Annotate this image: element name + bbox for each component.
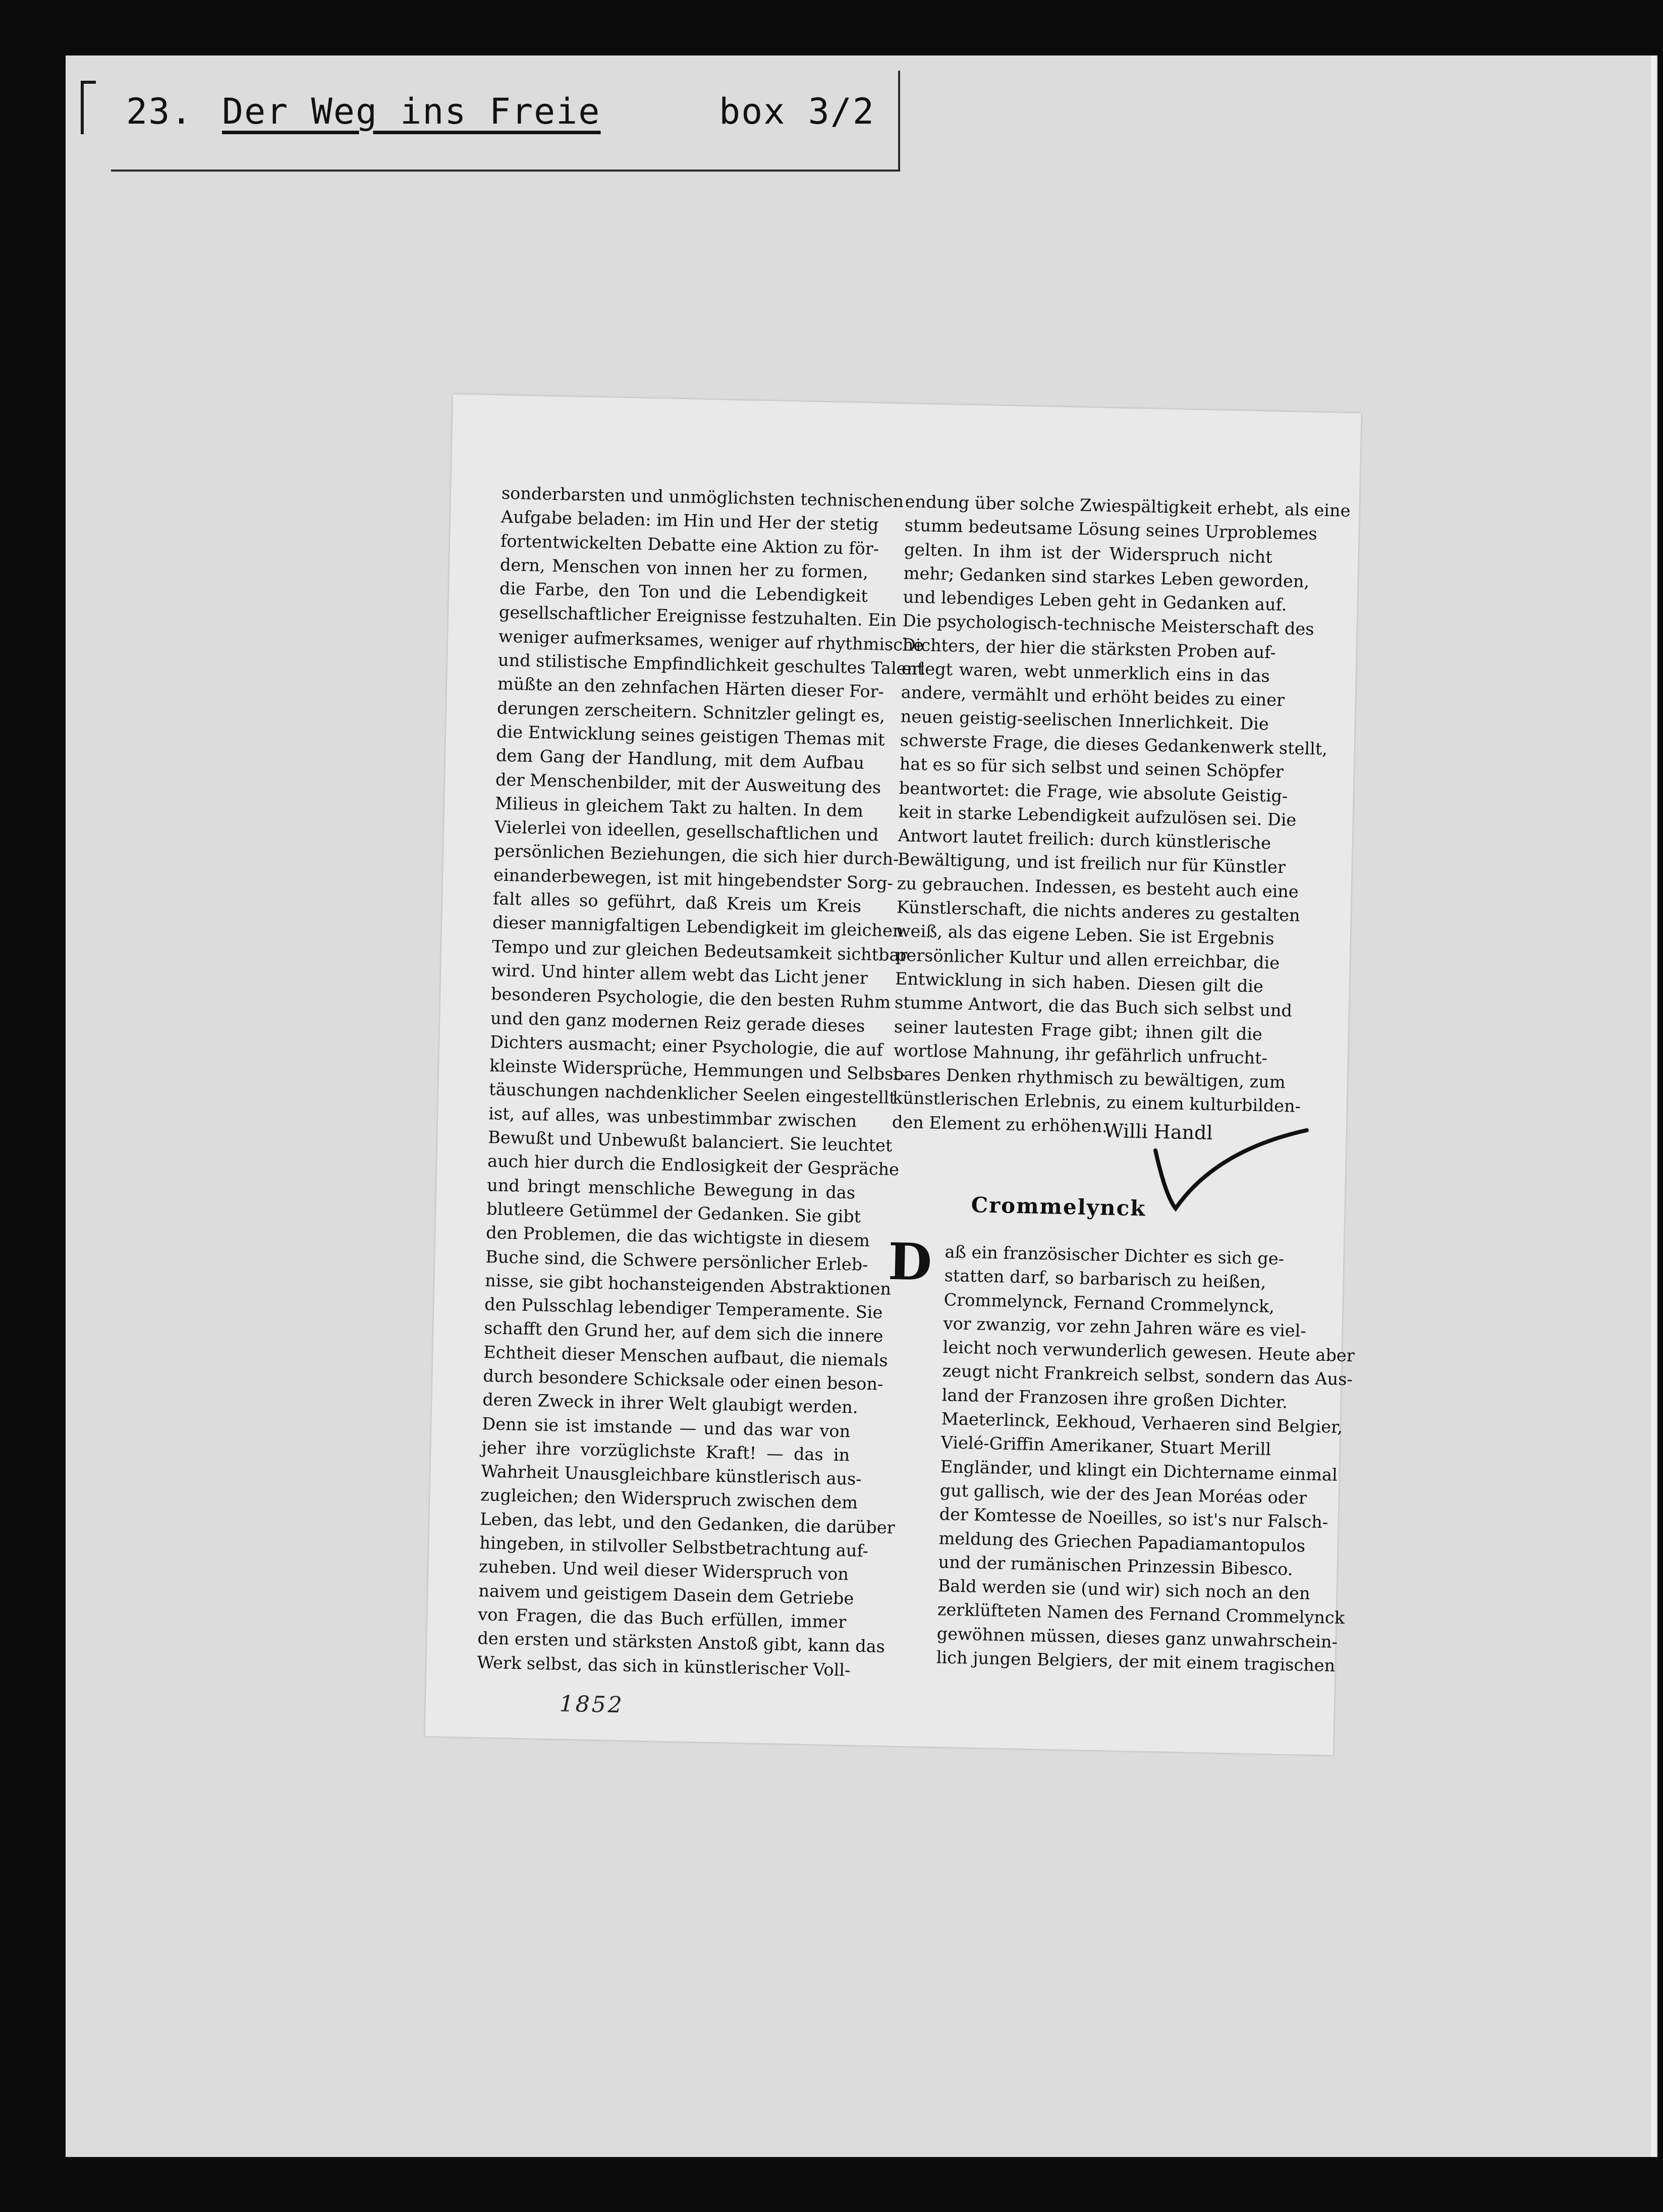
text-line: wortlose Mahnung, ihr gefährlich unfrucht- — [893, 1040, 1268, 1068]
text-line: Antwort lautet freilich: durch künstlerische — [898, 825, 1271, 853]
text-line: Milieus in gleichem Takt zu halten. In dem — [494, 793, 864, 821]
text-line: endung über solche Zwiespältigkeit erhebt, als eine — [905, 491, 1351, 521]
text-line: Entwicklung in sich haben. Diesen gilt die — [895, 968, 1264, 997]
text-line: kleinste Widersprüche, Hemmungen und Selbst- — [489, 1056, 906, 1084]
text-line: Leben, das lebt, und den Gedanken, die darüber — [479, 1509, 896, 1538]
text-line: Maeterlinck, Eekhoud, Verhaeren sind Belgier, — [941, 1409, 1343, 1437]
mount-edge — [1651, 56, 1656, 2157]
text-line: auch hier durch die Endlosigkeit der Gespräche — [487, 1151, 900, 1180]
text-line: gewöhnen müssen, dieses ganz unwahrschein- — [936, 1623, 1338, 1652]
text-line: stumm bedeutsame Lösung seines Urproblemes — [904, 515, 1317, 544]
text-line: ist, auf alles, was unbestimmbar zwischen — [488, 1103, 857, 1131]
text-line: einanderbewegen, ist mit hingebendster Sorg- — [493, 865, 894, 893]
header-rule — [111, 170, 898, 172]
second-article-heading: Crommelynck — [971, 1192, 1146, 1221]
text-line: dieser mannigfaltigen Lebendigkeit im gleichen — [492, 912, 904, 941]
text-line: Wahrheit Unausgleichbare künstlerisch aus- — [480, 1461, 862, 1489]
text-line: und bringt menschliche Bewegung in das — [486, 1175, 856, 1203]
text-line: derungen zerscheitern. Schnitzler gelingt es, — [496, 698, 885, 726]
text-line: persönlichen Beziehungen, die sich hier durch- — [493, 841, 899, 869]
text-line: land der Franzosen ihre großen Dichter. — [941, 1385, 1288, 1412]
text-line: zugleichen; den Widerspruch zwischen dem — [480, 1485, 858, 1513]
text-line: gelten. In ihm ist der Widerspruch nicht — [904, 539, 1273, 567]
text-line: Buche sind, die Schwere persönlicher Erleb- — [485, 1246, 868, 1275]
text-line: aß ein französischer Dichter es sich ge- — [945, 1242, 1285, 1269]
text-line: zu gebrauchen. Indessen, es besteht auch eine — [897, 873, 1299, 902]
text-line: leicht noch verwunderlich gewesen. Heute aber — [943, 1337, 1355, 1366]
author-signature: Willi Handl — [1103, 1119, 1213, 1144]
text-line: weniger aufmerksames, weniger auf rhythmische — [498, 626, 924, 655]
text-line: persönlicher Kultur und allen erreichbar, die — [895, 945, 1280, 973]
text-line: fortentwickelten Debatte eine Aktion zu för- — [500, 531, 879, 559]
text-line: bares Denken rhythmisch zu bewältigen, zum — [893, 1064, 1286, 1092]
text-line: Künstlerschaft, die nichts anderes zu gestalten — [896, 897, 1300, 925]
text-line: hingeben, in stilvoller Selbstbetrachtung auf- — [479, 1533, 869, 1561]
text-line: schwerste Frage, die dieses Gedankenwerk stellt, — [900, 730, 1328, 759]
text-line: Bewußt und Unbewußt balanciert. Sie leuchtet — [487, 1127, 893, 1156]
text-line: nisse, sie gibt hochansteigenden Abstraktionen — [484, 1270, 892, 1299]
pencil-check-mark — [1145, 1120, 1312, 1221]
text-line: vor zwanzig, vor zehn Jahren wäre es viel- — [943, 1313, 1307, 1341]
text-line: Tempo und zur gleichen Bedeutsamkeit sichtbar — [491, 936, 908, 965]
text-line: der Menschenbilder, mit der Ausweitung des — [495, 769, 881, 797]
text-line: Bald werden sie (und wir) sich noch an den — [937, 1576, 1310, 1603]
text-line: statten darf, so barbarisch zu heißen, — [944, 1265, 1266, 1292]
text-line: Die psychologisch-technische Meisterschaft des — [902, 611, 1314, 639]
page-number: 1852 — [559, 1691, 625, 1719]
newspaper-clipping — [425, 394, 1361, 1755]
text-line: Vielé-Griffin Amerikaner, Stuart Merill — [940, 1432, 1271, 1460]
text-line: Engländer, und klingt ein Dichtername einmal — [940, 1456, 1338, 1485]
text-line: müßte an den zehnfachen Härten dieser For- — [497, 674, 884, 702]
text-line: schafft den Grund her, auf dem sich die innere — [483, 1318, 883, 1347]
text-line: beantwortet: die Frage, wie absolute Geistig- — [899, 778, 1288, 806]
text-line: die Entwicklung seines geistigen Themas mit — [496, 722, 885, 750]
text-line: und stilistische Empfindlichkeit geschultes Talent — [497, 650, 924, 679]
text-line: und den ganz modernen Reiz gerade dieses — [490, 1008, 865, 1036]
text-line: neuen geistig-seelischen Innerlichkeit. Die — [900, 706, 1269, 734]
text-line: Echtheit dieser Menschen aufbaut, die niemals — [483, 1342, 889, 1370]
text-line: zeugt nicht Frankreich selbst, sondern das Aus- — [942, 1361, 1353, 1390]
text-line: zuheben. Und weil dieser Widerspruch von — [478, 1557, 849, 1584]
text-line: künstlerischen Erlebnis, zu einem kulturbilden- — [892, 1088, 1301, 1117]
text-line: jeher ihre vorzüglichste Kraft! — das in — [481, 1437, 850, 1465]
header-divider — [898, 71, 900, 172]
text-line: stumme Antwort, die das Buch sich selbst und — [894, 992, 1293, 1021]
text-line: der Komtesse de Noeilles, so ist's nur Falsch- — [939, 1504, 1328, 1532]
left-column — [477, 481, 924, 1682]
text-line: gesellschaftlicher Ereignisse festzuhalten. Ein — [498, 602, 897, 631]
text-line: deren Zweck in ihrer Welt glaubigt werden. — [482, 1390, 858, 1417]
text-line: zerklüfteten Namen des Fernand Crommelynck — [937, 1599, 1345, 1628]
corner-mark — [81, 81, 96, 134]
text-line: dern, Menschen von innen her zu formen, — [500, 555, 869, 582]
text-line: dem Gang der Handlung, mit dem Aufbau — [495, 745, 865, 773]
right-column — [892, 489, 1351, 1141]
text-line: Denn sie ist imstande — und das war von — [481, 1413, 851, 1441]
text-line: Dichters ausmacht; einer Psychologie, die auf — [489, 1032, 883, 1060]
text-line: weiß, als das eigene Leben. Sie ist Ergebnis — [896, 921, 1274, 949]
text-line: Bewältigung, und ist freilich nur für Künstler — [897, 849, 1286, 877]
text-line: meldung des Griechen Papadiamantopulos — [938, 1528, 1306, 1556]
text-line: von Fragen, die das Buch erfüllen, immer — [478, 1604, 847, 1632]
text-line: Aufgabe beladen: im Hin und Her der stetig — [501, 507, 879, 535]
text-line: Dichters, der hier die stärksten Proben auf- — [902, 634, 1277, 662]
text-line: Crommelynck, Fernand Crommelynck, — [944, 1289, 1275, 1316]
text-line: den Problemen, die das wichtigste in diesem — [485, 1223, 870, 1251]
text-line: und der rumänischen Prinzessin Bibesco. — [938, 1552, 1293, 1579]
folder-number: 23. — [126, 91, 193, 132]
text-line: wird. Und hinter allem webt das Licht jener — [491, 960, 868, 988]
text-line: andere, vermählt und erhöht beides zu einer — [901, 682, 1285, 710]
drop-cap: D — [888, 1231, 933, 1292]
text-line: die Farbe, den Ton und die Lebendigkeit — [499, 578, 868, 606]
text-line: keit in starke Lebendigkeit aufzulösen sei. Die — [898, 801, 1297, 830]
text-line: erlegt waren, webt unmerklich eins in das — [901, 658, 1270, 686]
text-line: hat es so für sich selbst und seinen Schöpfer — [899, 754, 1284, 782]
second-article-column — [936, 1240, 1355, 1676]
box-label: box 3/2 — [719, 91, 875, 132]
text-line: mehr; Gedanken sind starkes Leben geworden, — [903, 563, 1310, 591]
text-line: seiner lautesten Frage gibt; ihnen gilt die — [894, 1016, 1263, 1044]
text-line: blutleere Getümmel der Gedanken. Sie gibt — [486, 1199, 861, 1227]
text-line: sonderbarsten und unmöglichsten technischen — [501, 483, 904, 512]
text-line: den ersten und stärksten Anstoß gibt, kann das — [477, 1628, 885, 1657]
text-line: falt alles so geführt, daß Kreis um Kreis — [492, 889, 862, 916]
text-line: und lebendiges Leben geht in Gedanken auf. — [903, 587, 1287, 615]
text-line: Werk selbst, das sich in künstlerischer Voll- — [477, 1652, 851, 1680]
text-line: Vielerlei von ideellen, gesellschaftlichen und — [494, 817, 879, 845]
folder-title: Der Weg ins Freie — [222, 91, 601, 132]
text-line: durch besondere Schicksale oder einen beson- — [482, 1366, 883, 1394]
text-line: lich jungen Belgiers, der mit einem tragischen — [936, 1647, 1336, 1676]
text-line: den Pulsschlag lebendiger Temperamente. Sie — [484, 1294, 883, 1322]
text-line: naivem und geistigem Dasein dem Getriebe — [478, 1580, 854, 1609]
text-line: besonderen Psychologie, die den besten Ruhm — [490, 984, 891, 1013]
text-line: den Element zu erhöhen. — [892, 1112, 1108, 1136]
text-line: täuschungen nachdenklicher Seelen eingestellt — [488, 1079, 897, 1108]
text-line: gut gallisch, wie der des Jean Moréas oder — [939, 1480, 1307, 1508]
